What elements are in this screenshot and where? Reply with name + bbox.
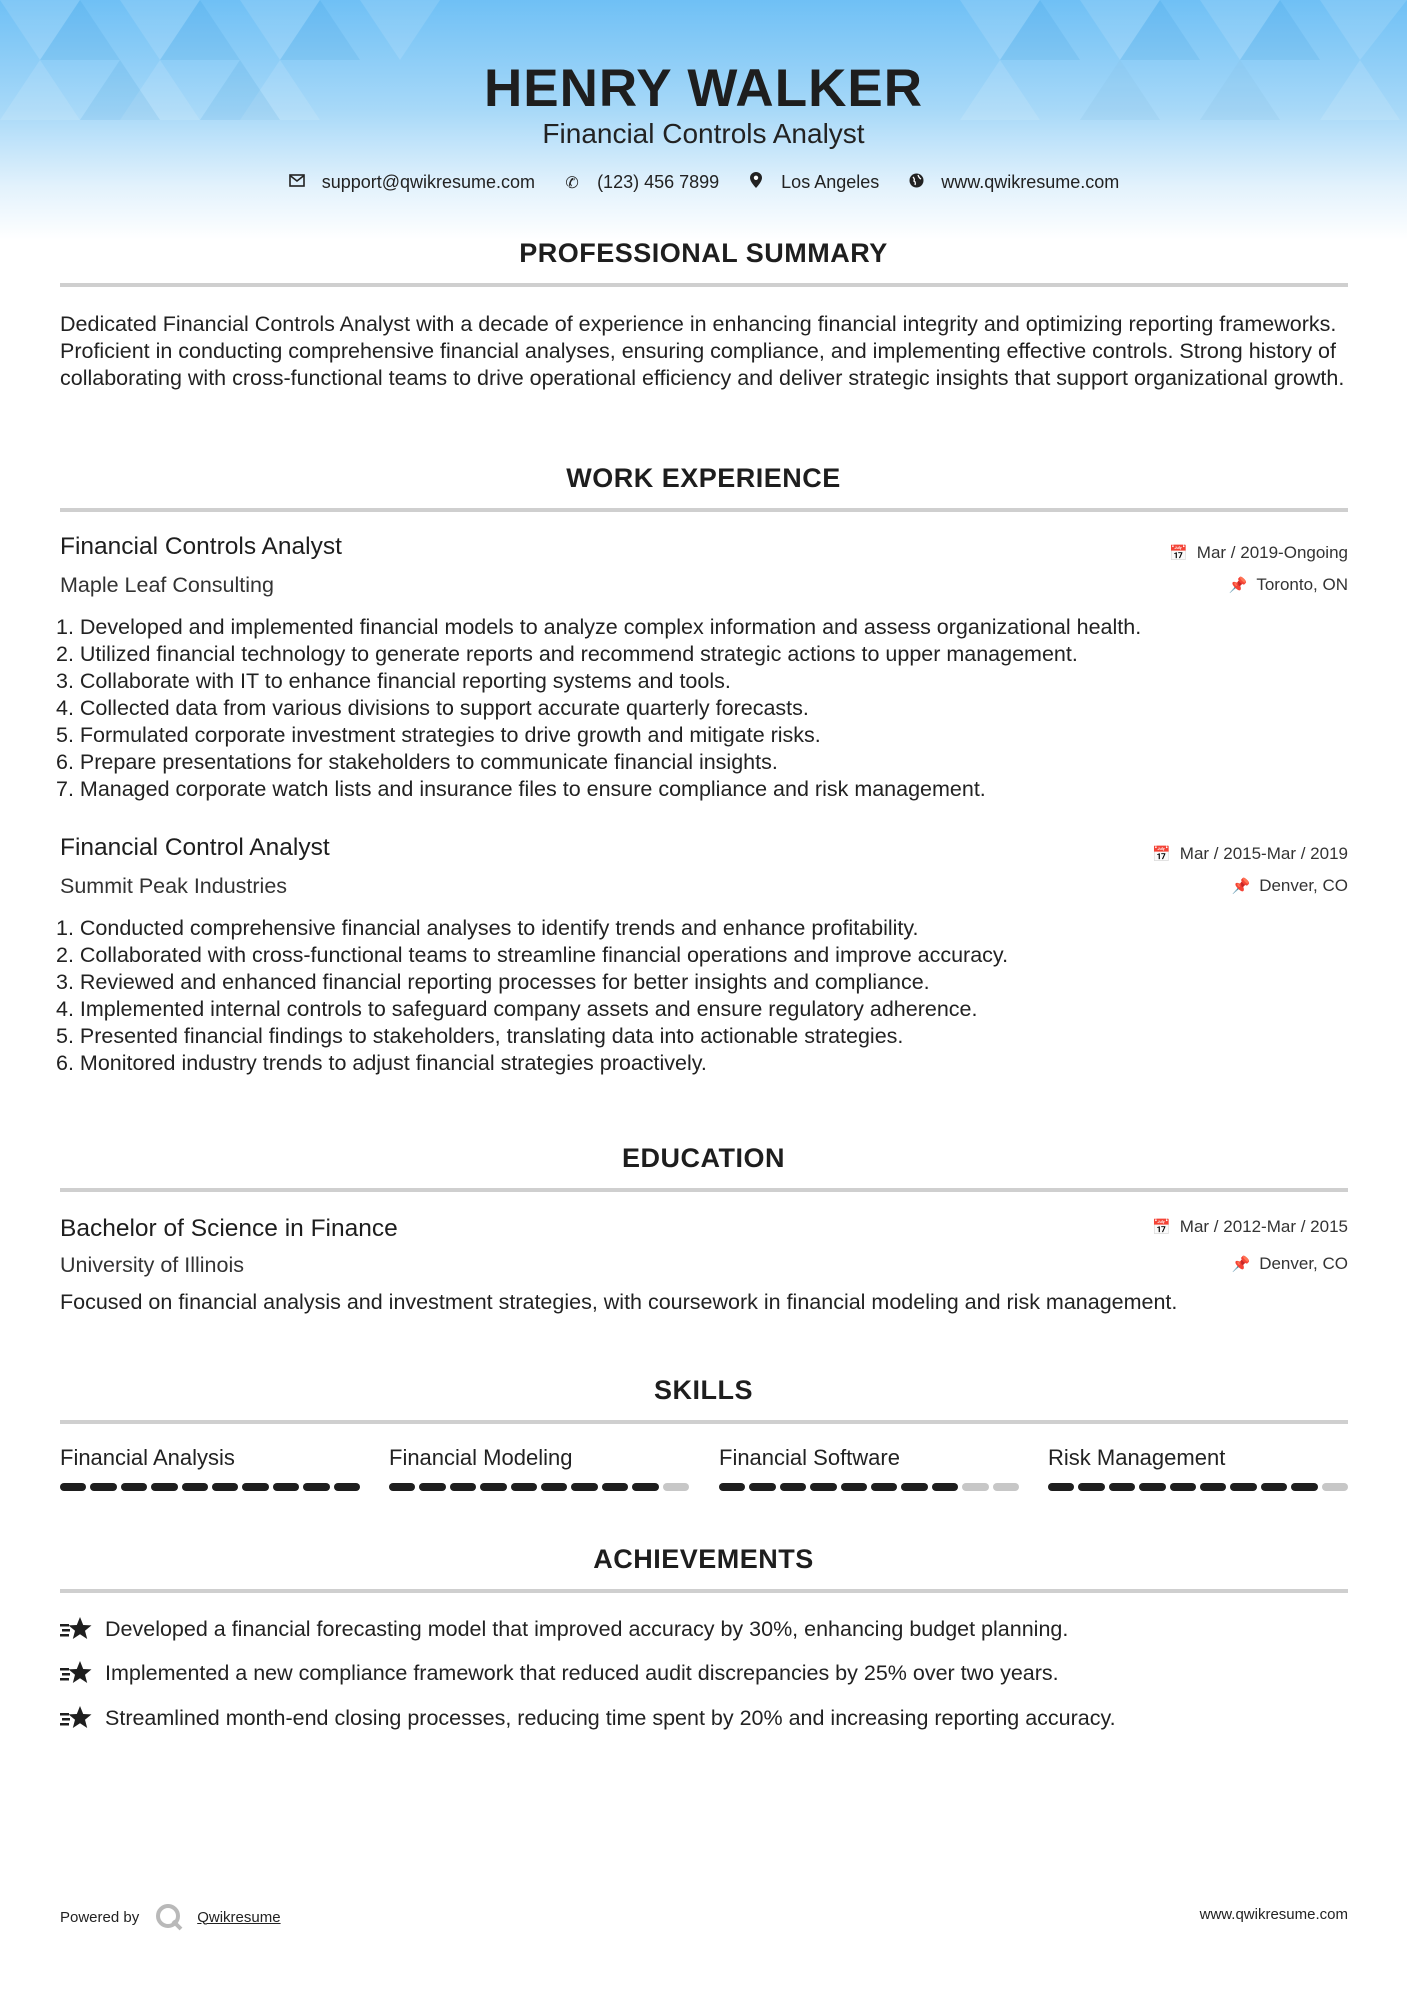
skill-segment-filled (389, 1483, 415, 1491)
pushpin-icon: 📌 (1231, 1256, 1251, 1273)
envelope-icon (288, 174, 306, 192)
footer-website[interactable]: www.qwikresume.com (1199, 1906, 1348, 1923)
list-item: 1. Conducted comprehensive financial analyses to identify trends and enhance profitability. (56, 916, 919, 940)
achievement-text: Streamlined month-end closing processes, reducing time spent by 20% and increasing reporting accuracy. (105, 1705, 1116, 1730)
skill-name: Financial Modeling (389, 1445, 573, 1470)
summary-text: Dedicated Financial Controls Analyst with a decade of experience in enhancing financial integrity and optimizing reporting frameworks. Proficient in conducting comprehensive financial analyses, ensuring compliance, and implementing effective controls. Strong history of collaborating with cross-functional teams to drive operational efficiency and deliver strategic insights that support organizational growth. (60, 312, 1345, 390)
summary-heading: PROFESSIONAL SUMMARY (519, 238, 888, 268)
skill-segment-filled (541, 1483, 567, 1491)
skill-level-bar (389, 1483, 689, 1491)
list-item: 5. Formulated corporate investment strategies to drive growth and mitigate risks. (56, 723, 821, 747)
job-location (1232, 876, 1349, 896)
skill-segment-filled (90, 1483, 116, 1491)
skill-segment-filled (1048, 1483, 1074, 1491)
candidate-title: Financial Controls Analyst (542, 118, 865, 149)
skill-level-bar (719, 1483, 1019, 1491)
skill-segment-filled (273, 1483, 299, 1491)
skill-segment-filled (121, 1483, 147, 1491)
job-duties-list (56, 614, 1356, 803)
skill-item (389, 1445, 689, 1471)
skill-segment-filled (151, 1483, 177, 1491)
skill-segment-filled (1200, 1483, 1226, 1491)
pushpin-icon: 📌 (1231, 878, 1251, 895)
list-item: 4. Collected data from various divisions to support accurate quarterly forecasts. (56, 696, 809, 720)
achievement-text: Implemented a new compliance framework that reduced audit discrepancies by 25% over two years. (105, 1660, 1059, 1685)
list-item: 2. Utilized financial technology to generate reports and recommend strategic actions to upper management. (56, 642, 1078, 666)
skill-item (1048, 1445, 1348, 1471)
education-degree: Bachelor of Science in Finance (60, 1215, 398, 1242)
list-item: 4. Implemented internal controls to safeguard company assets and ensure regulatory adherence. (56, 997, 978, 1021)
star-icon (60, 1705, 92, 1731)
skill-segment-filled (632, 1483, 658, 1491)
experience-heading: WORK EXPERIENCE (566, 463, 841, 493)
achievements-divider (60, 1589, 1348, 1593)
skill-segment-filled (60, 1483, 86, 1491)
skill-segment-filled (841, 1483, 867, 1491)
skill-segment-empty (993, 1483, 1019, 1491)
achievement-item (60, 1660, 1059, 1686)
skill-name: Financial Analysis (60, 1445, 235, 1470)
achievements-heading: ACHIEVEMENTS (593, 1544, 814, 1574)
skill-segment-filled (602, 1483, 628, 1491)
contact-bar (0, 172, 1407, 193)
job-location (1229, 575, 1348, 595)
skill-name: Financial Software (719, 1445, 900, 1470)
job-company: Summit Peak Industries (60, 874, 288, 898)
contact-email[interactable] (288, 172, 535, 193)
candidate-name: HENRY WALKER (484, 59, 923, 118)
list-item: 2. Collaborated with cross-functional teams to streamline financial operations and improve accuracy. (56, 943, 1009, 967)
star-icon (60, 1660, 92, 1686)
contact-email-text: support@qwikresume.com (321, 172, 536, 192)
skill-segment-filled (303, 1483, 329, 1491)
skill-segment-filled (419, 1483, 445, 1491)
skill-segment-filled (810, 1483, 836, 1491)
calendar-icon: 📅 (1152, 1219, 1171, 1236)
skill-item (719, 1445, 1019, 1471)
skill-segment-filled (242, 1483, 268, 1491)
contact-location-text: Los Angeles (781, 172, 880, 192)
skills-divider (60, 1420, 1348, 1424)
skill-segment-filled (1261, 1483, 1287, 1491)
job-dates-text: Mar / 2015-Mar / 2019 (1179, 844, 1348, 863)
list-item: 3. Reviewed and enhanced financial reporting processes for better insights and compliance. (56, 970, 930, 994)
skill-segment-filled (1139, 1483, 1165, 1491)
powered-by-label: Powered by (60, 1908, 140, 1926)
job-duties-list (56, 915, 1356, 1077)
education-divider (60, 1188, 1348, 1192)
skill-segment-filled (932, 1483, 958, 1491)
contact-phone[interactable] (563, 172, 719, 193)
skill-segment-filled (212, 1483, 238, 1491)
achievement-item (60, 1616, 1068, 1642)
skill-level-bar (1048, 1483, 1348, 1491)
contact-website[interactable] (907, 172, 1119, 193)
education-dates (1152, 1217, 1348, 1237)
skill-segment-empty (962, 1483, 988, 1491)
skill-segment-filled (1230, 1483, 1256, 1491)
skill-segment-filled (334, 1483, 360, 1491)
qwikresume-link[interactable]: Qwikresume (197, 1908, 281, 1926)
education-location-text: Denver, CO (1259, 1254, 1348, 1273)
list-item: 6. Monitored industry trends to adjust financial strategies proactively. (56, 1051, 707, 1075)
education-location (1232, 1254, 1349, 1274)
list-item: 3. Collaborate with IT to enhance financial reporting systems and tools. (56, 669, 731, 693)
star-icon (60, 1616, 92, 1642)
pushpin-icon: 📌 (1228, 577, 1248, 594)
skill-segment-filled (1109, 1483, 1135, 1491)
skill-segment-filled (719, 1483, 745, 1491)
achievement-text: Developed a financial forecasting model that improved accuracy by 30%, enhancing budget planning. (105, 1616, 1069, 1641)
skill-segment-empty (1322, 1483, 1348, 1491)
skill-segment-filled (450, 1483, 476, 1491)
calendar-icon: 📅 (1169, 545, 1188, 562)
calendar-icon: 📅 (1152, 846, 1171, 863)
contact-website-text: www.qwikresume.com (941, 172, 1120, 192)
summary-divider (60, 283, 1348, 287)
job-company: Maple Leaf Consulting (60, 573, 274, 597)
map-marker-icon (747, 172, 765, 193)
education-heading: EDUCATION (622, 1143, 785, 1173)
education-school: University of Illinois (60, 1253, 244, 1277)
list-item: 1. Developed and implemented financial models to analyze complex information and assess organizational health. (56, 615, 1142, 639)
skill-segment-empty (663, 1483, 689, 1491)
job-title: Financial Control Analyst (60, 834, 330, 861)
globe-icon (907, 173, 925, 193)
skill-segment-filled (571, 1483, 597, 1491)
skill-segment-filled (182, 1483, 208, 1491)
experience-divider (60, 508, 1348, 512)
qwikresume-logo-icon (155, 1903, 183, 1931)
skill-item (60, 1445, 360, 1471)
job-dates-text: Mar / 2019-Ongoing (1196, 543, 1348, 562)
job-dates (1169, 543, 1348, 563)
education-dates-text: Mar / 2012-Mar / 2015 (1179, 1217, 1348, 1236)
education-description: Focused on financial analysis and investment strategies, with coursework in financial modeling and risk management. (60, 1290, 1178, 1314)
skill-segment-filled (1291, 1483, 1317, 1491)
skill-name: Risk Management (1048, 1445, 1226, 1470)
skill-segment-filled (901, 1483, 927, 1491)
skill-segment-filled (480, 1483, 506, 1491)
skill-segment-filled (1078, 1483, 1104, 1491)
contact-phone-text: (123) 456 7899 (597, 172, 720, 192)
job-location-text: Denver, CO (1259, 876, 1348, 895)
skills-heading: SKILLS (653, 1375, 753, 1405)
job-location-text: Toronto, ON (1256, 575, 1348, 594)
skill-segment-filled (1170, 1483, 1196, 1491)
phone-icon: ✆ (565, 174, 579, 192)
contact-location (747, 172, 879, 193)
list-item: 5. Presented financial findings to stakeholders, translating data into actionable strategies. (56, 1024, 904, 1048)
achievement-item (60, 1705, 1116, 1731)
list-item: 6. Prepare presentations for stakeholders to communicate financial insights. (56, 750, 778, 774)
footer-powered-by (60, 1903, 281, 1931)
skill-segment-filled (511, 1483, 537, 1491)
job-dates (1152, 844, 1348, 864)
list-item: 7. Managed corporate watch lists and insurance files to ensure compliance and risk management. (56, 777, 986, 801)
skill-segment-filled (749, 1483, 775, 1491)
skill-level-bar (60, 1483, 360, 1491)
job-title: Financial Controls Analyst (60, 533, 342, 560)
skill-segment-filled (871, 1483, 897, 1491)
skill-segment-filled (780, 1483, 806, 1491)
